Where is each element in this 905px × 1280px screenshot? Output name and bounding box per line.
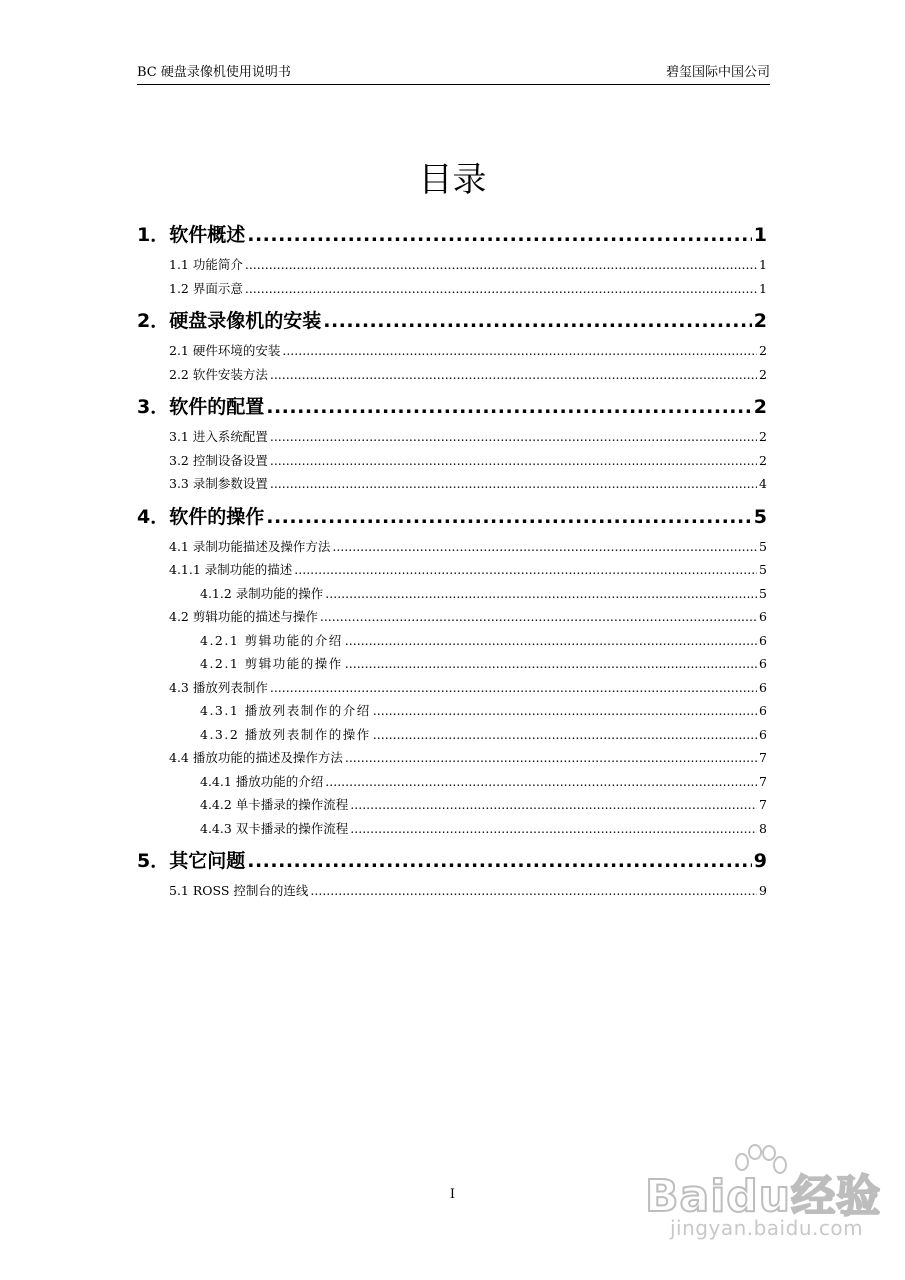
toc-leader-dots <box>345 746 757 770</box>
toc-entry[interactable] <box>137 605 767 629</box>
header-company-name: 碧玺国际中国公司 <box>665 65 770 80</box>
toc-leader-dots <box>350 793 757 817</box>
toc-entry-label: 3.2 控制设备设置 <box>169 452 268 468</box>
toc-leader-dots <box>270 363 757 387</box>
toc-entry-page: 1 <box>753 224 767 246</box>
toc-entry[interactable] <box>137 472 767 496</box>
toc-entry-label: 4.3.1 播放列表制作的介绍 <box>200 703 371 718</box>
toc-entry-page: 6 <box>759 679 767 695</box>
toc-leader-dots <box>247 844 752 879</box>
toc-entry-page: 6 <box>759 632 767 648</box>
toc-entry-label: 4.1 录制功能描述及操作方法 <box>169 538 331 554</box>
toc-entry-label: 3.1 进入系统配置 <box>169 429 268 444</box>
toc-entry-label: 2.1 硬件环境的安装 <box>169 343 281 358</box>
toc-entry[interactable] <box>137 449 767 473</box>
toc-leader-dots <box>325 770 757 794</box>
toc-leader-dots <box>270 425 757 449</box>
toc-entry-page: 1 <box>759 257 767 272</box>
toc-entry-label: 4．软件的操作 <box>137 505 265 528</box>
toc-entry[interactable] <box>137 339 767 363</box>
toc-leader-dots <box>373 723 757 747</box>
page-header <box>137 64 770 85</box>
toc-entry-page: 5 <box>753 505 767 528</box>
toc-entry-label: 4.3.2 播放列表制作的操作 <box>200 726 371 742</box>
toc-entry-label: 1．软件概述 <box>137 224 246 246</box>
toc-entry[interactable] <box>137 425 767 449</box>
toc-leader-dots <box>270 676 757 700</box>
footer-page-number: I <box>449 1187 456 1202</box>
toc-leader-dots <box>294 558 757 582</box>
toc-leader-dots <box>332 535 757 559</box>
toc-leader-dots <box>247 218 752 253</box>
toc-entry-label: 4.1.1 录制功能的描述 <box>169 562 293 577</box>
toc-entry[interactable] <box>137 277 767 301</box>
toc-entry-label: 4.3 播放列表制作 <box>169 679 268 695</box>
toc-entry-label: 3.3 录制参数设置 <box>169 476 268 491</box>
toc-leader-dots <box>350 817 757 841</box>
toc-entry-page: 5 <box>759 562 767 577</box>
toc-entry[interactable] <box>137 746 767 770</box>
toc-leader-dots <box>373 699 757 723</box>
toc-entry-page: 6 <box>759 726 767 742</box>
toc-entry-label: 5．其它问题 <box>137 850 246 872</box>
toc-leader-dots <box>320 605 757 629</box>
toc-entry[interactable] <box>137 535 767 559</box>
toc-entry[interactable] <box>137 817 767 841</box>
toc-entry-page: 2 <box>753 310 767 332</box>
toc-entry-label: 4.4 播放功能的描述及操作方法 <box>169 750 343 765</box>
toc-entry[interactable] <box>137 723 767 747</box>
toc-entry[interactable] <box>137 699 767 723</box>
toc-entry[interactable] <box>137 879 767 903</box>
toc-entry[interactable] <box>137 629 767 653</box>
toc-entry-label: 4.2.1 剪辑功能的操作 <box>200 656 343 671</box>
toc-entry-label: 1.1 功能简介 <box>169 257 243 272</box>
toc-entry-label: 5.1 ROSS 控制台的连线 <box>169 883 309 898</box>
toc-entry-page: 6 <box>759 609 767 624</box>
toc-entry[interactable] <box>137 652 767 676</box>
toc-entry-page: 2 <box>759 429 767 444</box>
toc-entry[interactable] <box>137 500 767 535</box>
toc-entry-label: 4.2 剪辑功能的描述与操作 <box>169 609 318 624</box>
toc-entry-page: 2 <box>759 452 767 468</box>
toc-leader-dots <box>310 879 757 903</box>
toc-entry-label: 3．软件的配置 <box>137 396 265 418</box>
toc-entry[interactable] <box>137 676 767 700</box>
toc-leader-dots <box>323 304 752 339</box>
toc-entry-page: 4 <box>759 476 767 491</box>
table-of-contents <box>137 214 767 903</box>
toc-entry[interactable] <box>137 558 767 582</box>
toc-entry[interactable] <box>137 253 767 277</box>
toc-entry-page: 5 <box>759 538 767 554</box>
toc-entry-page: 6 <box>759 656 767 671</box>
toc-entry-page: 2 <box>759 343 767 358</box>
toc-entry-label: 4.4.1 播放功能的介绍 <box>200 773 324 789</box>
toc-entry-label: 4.1.2 录制功能的操作 <box>200 585 324 601</box>
toc-entry-page: 8 <box>759 820 767 836</box>
toc-entry-page: 5 <box>759 585 767 601</box>
toc-leader-dots <box>245 253 757 277</box>
toc-entry[interactable] <box>137 793 767 817</box>
toc-entry[interactable] <box>137 363 767 387</box>
toc-entry-page: 7 <box>759 750 767 765</box>
toc-leader-dots <box>266 500 752 535</box>
toc-entry[interactable] <box>137 770 767 794</box>
toc-leader-dots <box>325 582 757 606</box>
toc-entry-label: 1.2 界面示意 <box>169 280 243 296</box>
toc-entry-label: 4.4.2 单卡播录的操作流程 <box>200 797 349 812</box>
toc-entry[interactable] <box>137 218 767 253</box>
header-document-title: BC 硬盘录像机使用说明书 <box>137 65 291 80</box>
toc-entry[interactable] <box>137 304 767 339</box>
toc-leader-dots <box>270 449 757 473</box>
watermark-logo-text: Baidu经验 <box>645 1171 882 1222</box>
toc-leader-dots <box>345 652 757 676</box>
toc-entry[interactable] <box>137 390 767 425</box>
toc-entry-page: 6 <box>759 703 767 718</box>
toc-entry-label: 2.2 软件安装方法 <box>169 366 268 382</box>
baidu-jingyan-watermark <box>640 1140 890 1270</box>
toc-title: 目录 <box>418 160 487 200</box>
toc-leader-dots <box>266 390 752 425</box>
toc-entry-page: 1 <box>759 280 767 296</box>
toc-entry-page: 7 <box>759 773 767 789</box>
toc-leader-dots <box>282 339 757 363</box>
toc-entry[interactable] <box>137 844 767 879</box>
toc-entry-label: 4.4.3 双卡播录的操作流程 <box>200 820 349 836</box>
toc-entry-page: 2 <box>759 366 767 382</box>
toc-leader-dots <box>345 629 757 653</box>
toc-leader-dots <box>245 277 757 301</box>
toc-entry-page: 7 <box>759 797 767 812</box>
toc-entry-label: 2．硬盘录像机的安装 <box>137 310 322 332</box>
toc-entry-page: 2 <box>753 396 767 418</box>
watermark-url: jingyan.baidu.com <box>670 1216 864 1240</box>
toc-entry-page: 9 <box>753 850 767 872</box>
toc-leader-dots <box>270 472 757 496</box>
toc-entry-page: 9 <box>759 883 767 898</box>
toc-entry[interactable] <box>137 582 767 606</box>
toc-entry-label: 4.2.1 剪辑功能的介绍 <box>200 632 343 648</box>
